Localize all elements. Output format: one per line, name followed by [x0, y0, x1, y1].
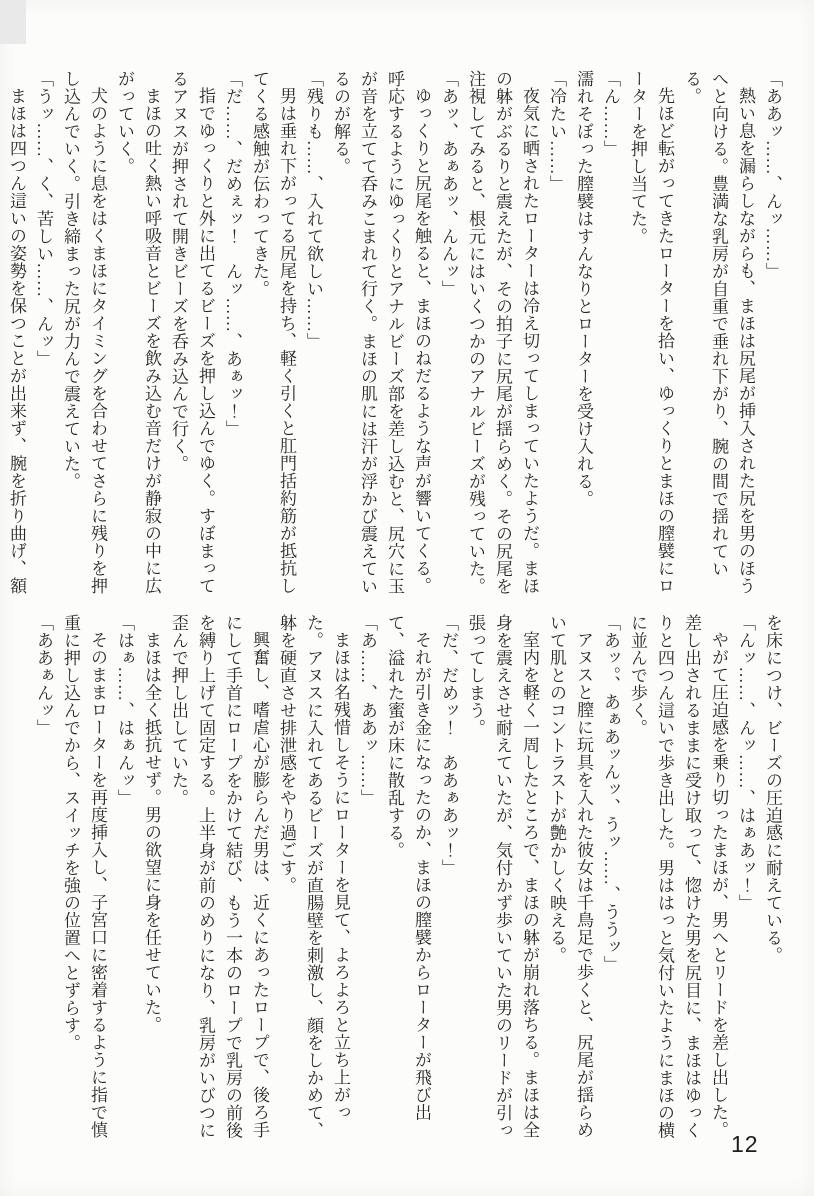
- paragraph: まほの吐く熱い呼吸音とビーズを飲み込む音だけが静寂の中に広がっていく。: [115, 70, 161, 595]
- text-block-top: [3, 70, 786, 597]
- paragraph: 先ほど転がってきたローターを拾い、ゆっくりとまほの膣襞にローターを押し当てた。: [628, 70, 674, 595]
- paragraph: 夜気に晒されたローターは冷え切ってしまっていたようだ。まほの躰がぶるりと震えたが、その拍子に尻尾が揺らめく。その尻尾を注視してみると、根元にはいくつかのアナルビーズが残っていた。: [466, 70, 539, 595]
- paragraph: 「だ……、だめぇッ！ んッ……、あぁッ！」: [223, 70, 242, 438]
- paragraph: 指でゆっくりと外に出てるビーズを押し込んでゆく。すぼまってるアヌスが押されて開きビーズを呑み込んで行く。: [169, 70, 215, 595]
- text-block-bottom: [30, 614, 786, 1141]
- paragraph: 室内を軽く一周したところで、まほの躰が崩れ落ちる。まほは全身を震えさせ耐えていたが、気付かず歩いていた男のリードが引っ張ってしまう。: [466, 614, 539, 1139]
- paragraph: 男は垂れ下がってる尻尾を持ち、軽く引くと肛門括約筋が抵抗してくる感触が伝わってきた。: [250, 70, 296, 595]
- paragraph: アヌスと膣に玩具を入れた彼女は千鳥足で歩くと、尻尾が揺らめいて肌とのコントラストが艶かしく映える。: [547, 614, 593, 1139]
- paragraph: 「ん……」: [601, 70, 620, 158]
- paragraph: ゆっくりと尻尾を触ると、まほのねだるような声が響いてくる。呼応するようにゆっくりとアナルビーズ部を差し込むと、尻穴に玉が音を立てて呑みこまれて行く。まほの肌には汗が浮かび震えているのが解る。: [331, 70, 431, 595]
- paragraph: 「はぁ……、はぁんッ」: [115, 614, 134, 807]
- paragraph: 「ああッ……、んッ……」: [763, 70, 782, 280]
- paragraph: 濡れそぼった膣襞はすんなりとローターを受け入れる。: [574, 70, 593, 508]
- paragraph: 犬のように息をはくまほにタイミングを合わせてさらに残りを押し込んでいく。引き締まった尻が力んで震えていた。: [61, 70, 107, 595]
- paragraph: 「んッ……、んッ……、はぁあッ！」: [736, 614, 755, 912]
- paragraph: まほは名残惜しそうにローターを見て、よろよろと立ち上がった。アヌスに入れてあるビーズが直腸壁を刺激し、顔をしかめて、躰を硬直させ排泄感をやり過ごす。: [277, 614, 350, 1139]
- paragraph: まほは四つん這いの姿勢を保つことが出来ず、腕を折り曲げ、額: [7, 87, 26, 595]
- paragraph: を床につけ、ビーズの圧迫感に耐えている。: [763, 614, 782, 964]
- paragraph: 興奮し、嗜虐心が膨らんだ男は、近くにあったロープで、後ろ手にして手首にロープをかけて結び、もう一本のロープで乳房の前後を縛り上げて固定する。上半身が前のめりになり、乳房がいびつに歪んで押し出していた。: [169, 614, 269, 1139]
- paragraph: そのままローターを再度挿入し、子宮口に密着するように指で慎重に押し込んでから、スイッチを強の位置へとずらす。: [61, 614, 107, 1139]
- page-number: 12: [731, 1131, 759, 1157]
- paragraph: やがて圧迫感を乗り切ったまほが、男へとリードを差し出した。差し出されるままに受け取って、惚けた男を尻目に、まほはゆっくりと四つん這いで歩き出した。男ははっと気付いたようにまほの横に並んで歩く。: [628, 614, 728, 1139]
- paragraph: 「だ、だめッ！ ああぁあッ！」: [439, 614, 458, 877]
- paragraph: 「うッ……、く、苦しい……、んッ」: [34, 70, 53, 368]
- scan-artifact-corner: [0, 0, 26, 44]
- paragraph: 「あッ、あぁあッ、んんッ」: [439, 70, 458, 298]
- paragraph: 熱い息を漏らしながらも、まほは尻尾が挿入された尻を男のほうへと向ける。豊満な乳房が自重で垂れ下がり、腕の間で揺れている。: [682, 70, 755, 595]
- paragraph: 「残りも……、入れて欲しい……」: [304, 70, 323, 350]
- paragraph: まほは全く抵抗せず。男の欲望に身を任せていた。: [142, 631, 161, 1034]
- paragraph: 「ああぁんッ」: [34, 614, 53, 737]
- paragraph: 「冷たい……」: [547, 70, 566, 193]
- paragraph: 「あ……、ああッ……」: [358, 614, 377, 807]
- paragraph: 「あッ。、あぁあッんッ、うッ……、ううッ」: [601, 614, 620, 973]
- paragraph: それが引き金になったのか、まほの膣襞からローターが飛び出て、溢れた蜜が床に散乱する。: [385, 614, 431, 1121]
